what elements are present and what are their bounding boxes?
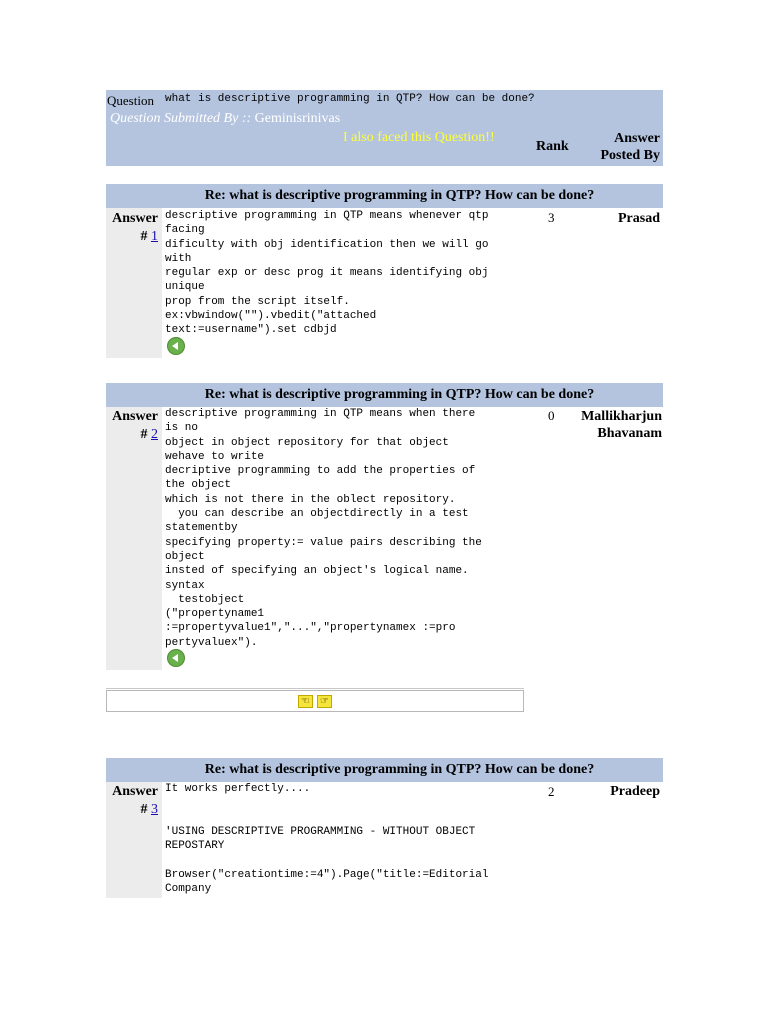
question-text: what is descriptive programming in QTP? How can be done?: [165, 93, 535, 105]
submitted-label: Question Submitted By: [110, 111, 239, 126]
answer-number-link[interactable]: 2: [151, 427, 158, 442]
back-arrow-icon[interactable]: [167, 337, 185, 355]
submitted-separator: ::: [238, 111, 255, 126]
also-faced-link[interactable]: I also faced this Question!!: [343, 130, 495, 145]
answer-posted-by-header: [570, 130, 660, 164]
submitter-name: Geminisrinivas: [254, 111, 341, 126]
back-arrow-icon[interactable]: [167, 649, 185, 667]
answer-poster: Prasad: [618, 211, 660, 226]
rank-column-header: Rank: [536, 139, 569, 154]
answer-title-bar: [106, 758, 663, 782]
answer-title: Re: what is descriptive programming in QTP? How can be done?: [204, 188, 595, 203]
answer-hash: #: [140, 229, 148, 244]
answer-body: descriptive programming in QTP means whenever qtp facing dificulty with obj identification then we will go with regular exp or desc prog it means identifying obj unique prop from the script itself. ex:vbwindow("").vbedit("attached text:=username").set cdbjd: [165, 210, 489, 337]
answer-title-bar: [106, 383, 663, 407]
answer-rank: 0: [548, 408, 555, 423]
answer-label-text: Answer: [112, 211, 158, 226]
answer-rank: 3: [548, 210, 555, 225]
answer-label-text: Answer: [112, 784, 158, 799]
answer-label: [104, 210, 158, 246]
answer-hash: #: [140, 802, 148, 817]
pager-divider: [106, 688, 524, 689]
answer-number: [104, 426, 158, 444]
question-submitted: [110, 111, 340, 127]
answer-title: Re: what is descriptive programming in QTP? How can be done?: [204, 762, 595, 777]
answer-hash: #: [140, 427, 148, 442]
previous-page-icon[interactable]: ☜: [298, 695, 313, 708]
answer-label-text: Answer: [112, 409, 158, 424]
next-page-icon[interactable]: ☞: [317, 695, 332, 708]
answer-number: [104, 228, 158, 246]
answer-body: It works perfectly.... 'USING DESCRIPTIVE PROGRAMMING - WITHOUT OBJECT REPOSTARY Browser("creationtime:=4").Page("title:=Editorial Company: [165, 783, 489, 896]
answer-title: Re: what is descriptive programming in QTP? How can be done?: [204, 387, 595, 402]
answer-header-line1: Answer: [614, 131, 660, 146]
question-label: Question: [107, 93, 154, 108]
answer-number-link[interactable]: 1: [151, 229, 158, 244]
answer-label: [104, 408, 158, 444]
pager-bar: [106, 690, 524, 712]
answer-header-line2: Posted By: [600, 148, 660, 163]
answer-label: [104, 783, 158, 819]
answer-title-bar: [106, 184, 663, 208]
answer-rank: 2: [548, 784, 555, 799]
answer-number: [104, 801, 158, 819]
answer-number-link[interactable]: 3: [151, 802, 158, 817]
answer-body: descriptive programming in QTP means when there is no object in object repository for that object wehave to write decriptive programming to add the properties of the object which is not there in the oblect repository. you can describe an objectdirectly in a test statementby specifying property:= value pairs describing the object insted of specifying an object's logical name. syntax testobject ("propertyname1 :=propertyvalue1","...","propertynamex :=pro pertyvaluex").: [165, 408, 482, 649]
answer-poster: Pradeep: [610, 784, 660, 799]
answer-poster: Mallikharjun Bhavanam: [581, 409, 662, 441]
answer-label-cell: [106, 407, 162, 670]
